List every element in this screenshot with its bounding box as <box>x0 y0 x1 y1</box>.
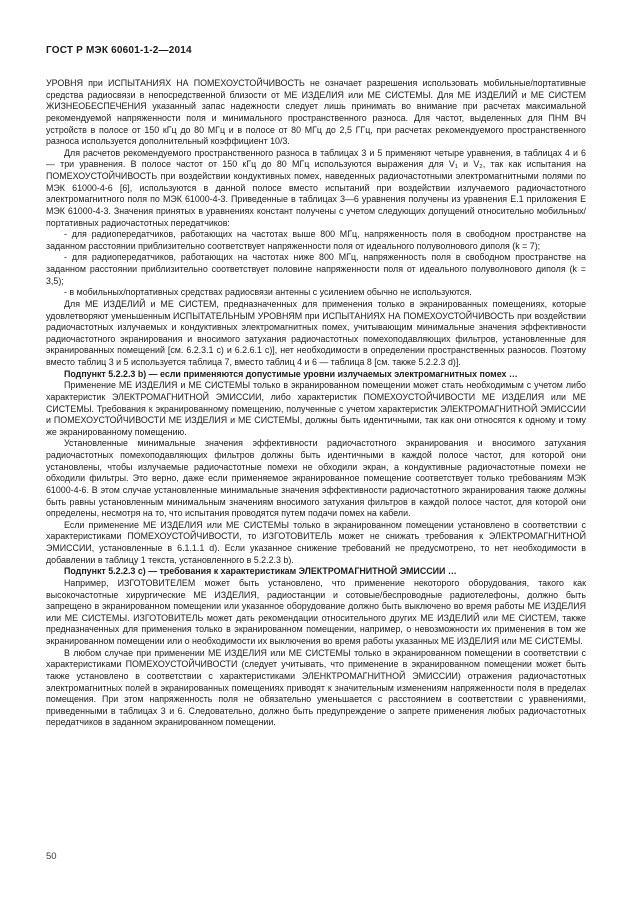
paragraph: Для МЕ ИЗДЕЛИЙ и МЕ СИСТЕМ, предназначенных для применения только в экранированных помещениях, которые удовлетворяют уменьшенным ИСПЫТАТЕЛЬНЫМ УРОВНЯМ при ИСПЫТАНИЯХ НА ПОМЕХОУСТОЙЧИВОСТЬ при воздействии радиочастотных излучаемых и кондуктивных электромагнитных помех, учитывающим минимальные значения эффективности радиочастотного экранирования и вносимого затухания радиочастотных помехоподавляющих фильтров, установленные для экранированных помещений [см. 6.2.3.1 c) и 6.2.6.1 c)], нет необходимости в определении пространственных разносов. Поэтому вместо таблиц 3 и 5 используется таблица 7, вместо таблиц 4 и 6 — таблица 8 [см. также 5.2.2.3 d)]. <box>46 298 586 367</box>
paragraph: Установленные минимальные значения эффективности радиочастотного экранирования и вносимого затухания радиочастотных помехоподавляющих фильтров должны быть идентичными в каждой полосе частот, для которой они установлены, чтобы излучаемые радиочастотные помехи не обходили экран, а кондуктивные радиочастотные помехи не обходили фильтры. Это верно, даже если применяемое экранированное помещение соответствует только требованиям МЭК 61000-4-6. В этом случае установленные минимальные значения эффективности радиочастотного экранирования также должны быть равны установленным минимальным значениям вносимого затухания фильтров в каждой полосе частот, для которой они определены, несмотря на то, что испытания проводятся путем подачи помех на кабели. <box>46 438 586 519</box>
list-item-dash: - для радиопередатчиков, работающих на частотах выше 800 МГц, напряженность поля в свободном пространстве на заданном расстоянии приблизительно соответствует напряженности поля от идеального полуволнового диполя (k = 7); <box>46 229 586 251</box>
paragraph: Если применение МЕ ИЗДЕЛИЯ или МЕ СИСТЕМЫ только в экранированном помещении установлено в соответствии с характеристиками ПОМЕХОУСТОЙЧИВОСТИ, то ИЗГОТОВИТЕЛЬ может не снижать требования к ЭЛЕКТРОМАГНИТНОЙ ЭМИССИИ, установленные в 6.1.1.1 d). Если указанное снижение требований не предусмотрено, то нет необходимости в добавлении в таблицу 1 текста, установленного в 5.2.2.3 b). <box>46 519 586 565</box>
paragraph: Например, ИЗГОТОВИТЕЛЕМ может быть установлено, что применение некоторого оборудования, такого как высокочастотные хирургические МЕ ИЗДЕЛИЯ, радиостанции и сотовые/беспроводные радиотелефоны, должно быть запрещено в экранированном помещении или указанное оборудование должно быть выключено во время работы МЕ ИЗДЕЛИЯ или МЕ СИСТЕМЫ. ИЗГОТОВИТЕЛЬ может дать рекомендации относительного других МЕ ИЗДЕЛИЙ или МЕ СИСТЕМ, также предназначенных для применения только в экранированном помещении, например, о невозможности их применения в том же экранированном помещении или о необходимости их выключения во время работы указанных МЕ ИЗДЕЛИЯ или МЕ СИСТЕМЫ. <box>46 577 586 646</box>
paragraph: Применение МЕ ИЗДЕЛИЯ и МЕ СИСТЕМЫ только в экранированном помещении может стать необходимым с учетом либо характеристик ЭЛЕКТРОМАГНИТНОЙ ЭМИССИИ, либо характеристик ПОМЕХОУСТОЙЧИВОСТИ МЕ ИЗДЕЛИЯ или МЕ СИСТЕМЫ. Требования к экранированному помещению, полученные с учетом характеристик ЭЛЕКТРОМАГНИТНОЙ ЭМИССИИ и ПОМЕХОУСТОЙЧИВОСТИ МЕ ИЗДЕЛИЯ и МЕ СИСТЕМЫ, должны быть идентичными, так как они относятся к одному и тому же экранированному помещению. <box>46 380 586 437</box>
paragraph: В любом случае при применении МЕ ИЗДЕЛИЯ или МЕ СИСТЕМЫ только в экранированном помещении в соответствии с характеристиками ПОМЕХОУСТОЙЧИВОСТИ (следует учитывать, что применение в экранированном помещении может быть также установлено в соответствии с характеристиками ЭЛЕНКТРОМАГНИТНОЙ ЭМИССИИ) отражения радиочастотных электромагнитных полей в экранированных помещениях приводят к значительным изменениям напряженности поля в пределах помещения. При этом напряженность поля не обязательно уменьшается с расстоянием в соответствии с уравнениями, приведенными в таблицах 3 и 6. Следовательно, должно быть предупреждение о запрете применения любых радиочастотных передатчиков в заданном экранированном помещении. <box>46 647 586 728</box>
document-body <box>46 78 586 729</box>
paragraph: Для расчетов рекомендуемого пространственного разноса в таблицах 3 и 5 применяют четыре уравнения, в таблицах 4 и 6 — три уравнения. В полосе частот от 150 кГц до 80 МГц используются выражения для V₁ и V₂, так как испытания на ПОМЕХОУСТОЙЧИВОСТЬ при воздействии кондуктивных помех, наведенных радиочастотными электромагнитными полями по МЭК 61000-4-6 [6], используются в данной полосе вместо испытаний при воздействии излучаемого радиочастотного электромагнитного поля по МЭК 61000-4-3. Приведенные в таблицах 3—6 уравнения получены из уравнения Е.1 приложения Е МЭК 61000-4-3. Значения принятых в уравнениях констант получены с учетом следующих допущений относительно мобильных/портативных радиочастотных передатчиков: <box>46 147 586 228</box>
paragraph: УРОВНЯ при ИСПЫТАНИЯХ НА ПОМЕХОУСТОЙЧИВОСТЬ не означает разрешения использовать мобильные/портативные средства радиосвязи в непосредственной близости от МЕ ИЗДЕЛИЯ или МЕ СИСТЕМЫ. Для МЕ ИЗДЕЛИЙ и МЕ СИСТЕМ ЖИЗНЕОБЕСПЕЧЕНИЯ указанный запас надежности следует лишь принимать во внимание при расчетах максимальной рекомендуемой напряженности поля и минимального пространственного разноса. Для частот, выделенных для ПНМ ВЧ устройств в полосе от 150 кГц до 80 МГц и в полосе от 80 МГц до 2,5 ГГц, при расчетах рекомендуемого пространственного разноса используется дополнительный коэффициент 10/3. <box>46 78 586 147</box>
subsection-heading-b: Подпункт 5.2.2.3 b) — если применяются допустимые уровни излучаемых электромагнитных помех … <box>64 368 518 379</box>
page-number: 50 <box>46 851 57 862</box>
subsection-heading-c: Подпункт 5.2.2.3 c) — требования к характеристикам ЭЛЕКТРОМАГНИТНОЙ ЭМИССИИ … <box>64 566 457 577</box>
list-item-dash: - для радиопередатчиков, работающих на частотах ниже 800 МГц, напряженность поля в свободном пространстве на заданном расстоянии приблизительно соответствует половине напряженности поля от идеального полуволнового диполя (k = 3,5); <box>46 252 586 286</box>
running-header-standard-designation: ГОСТ Р МЭК 60601-1-2—2014 <box>46 45 192 56</box>
list-item-dash: - в мобильных/портативных средствах радиосвязи антенны с усилением обычно не используются. <box>64 287 472 298</box>
